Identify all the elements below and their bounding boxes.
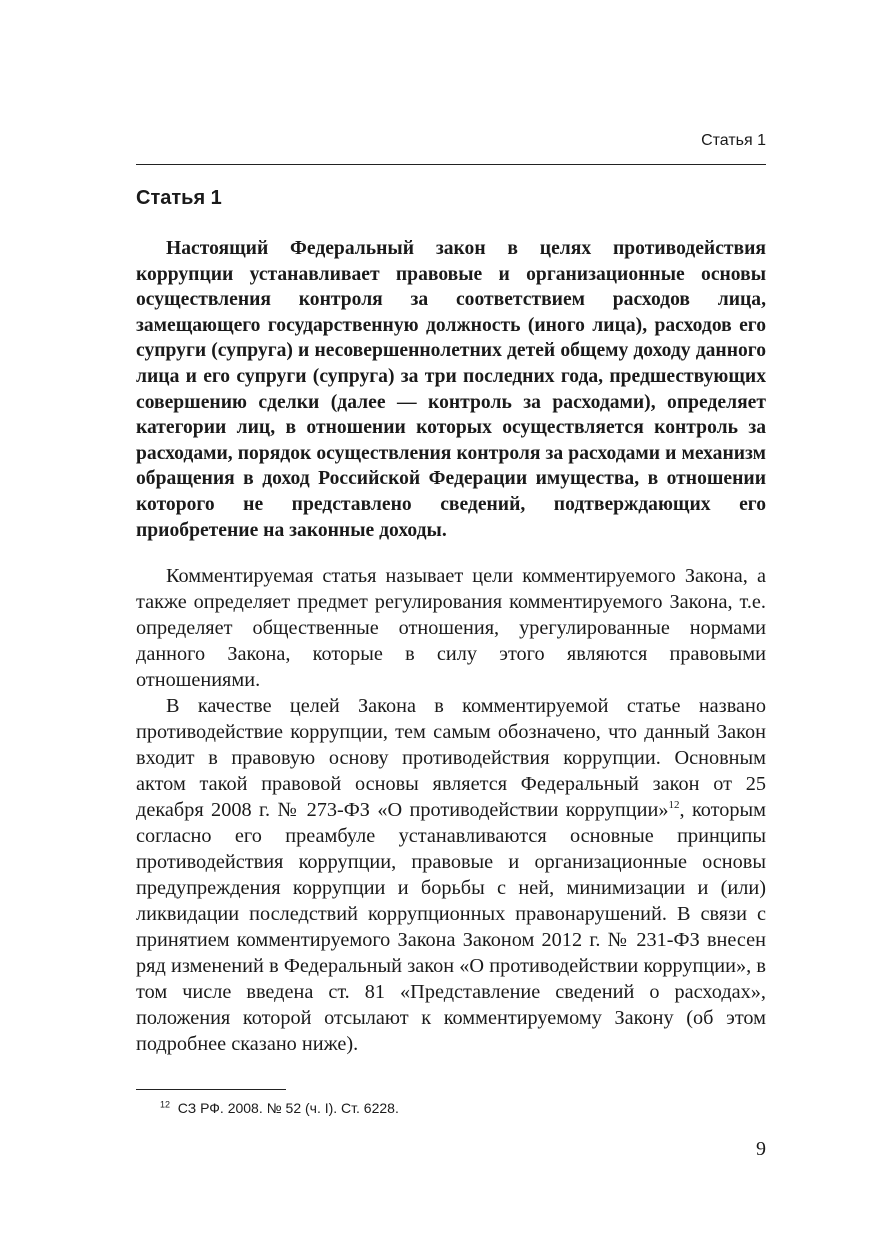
- footnote: [160, 1100, 399, 1116]
- commentary-paragraph: [136, 693, 766, 1057]
- law-text: Настоящий Федеральный закон в целях противодействия коррупции устанавливает правовые и организационные основы осуществления контроля за соответствием расходов лица, замещающего государственную должность (иного лица), расходов его супруги (супруга) и несовершеннолетних детей общему доходу данного лица и его супруги (супруга) за три последних года, предшествующих совершению сделки (далее — контроль за расходами), определяет категории лиц, в отношении которых осуществляется контроль за расходами, порядок осуществления контроля за расходами и механизм обращения в доход Российской Федерации имущества, в отношении которого не представлено сведений, подтверждающих его приобретение на законные доходы.: [136, 238, 766, 541]
- footnote-text: СЗ РФ. 2008. № 52 (ч. I). Ст. 6228.: [177, 1100, 399, 1116]
- header-rule: [136, 164, 766, 165]
- commentary-text: , которым согласно его преамбуле устанавливаются основные принципы противодействия коррупции, правовые и организационные основы предупреждения коррупции и борьбы с ней, минимизации и (или) ликвидации последствий коррупционных правонарушений. В связи с принятием комментируемого Закона Законом 2012 г. № 231-ФЗ внесен ряд изменений в Федеральный закон «О противодействии коррупции», в том числе введена ст. 81 «Представление сведений о расходах», положения которой отсылают к комментируемому Закону (об этом подробнее сказано ниже).: [136, 799, 766, 1055]
- footnote-number: 12: [160, 1099, 171, 1110]
- commentary: [136, 563, 766, 1057]
- article-title: Статья 1: [136, 187, 222, 209]
- footnote-rule: [136, 1089, 286, 1090]
- commentary-paragraph: Комментируемая статья называет цели комментируемого Закона, а также определяет предмет регулирования комментируемого Закона, т.е. определяет общественные отношения, урегулированные нормами данного Закона, которые в силу этого являются правовыми отношениями.: [136, 565, 766, 691]
- page-number: 9: [756, 1138, 766, 1160]
- commentary-text: В качестве целей Закона в комментируемой статье названо противодействие коррупции, тем самым обозначено, что данный Закон входит в правовую основу противодействия коррупции. Основным актом такой правовой основы является Федеральный закон от 25 декабря 2008 г. № 273-ФЗ «О противодействии коррупции»: [136, 695, 766, 821]
- running-head: Статья 1: [701, 132, 766, 149]
- footnote-reference[interactable]: 12: [668, 799, 680, 812]
